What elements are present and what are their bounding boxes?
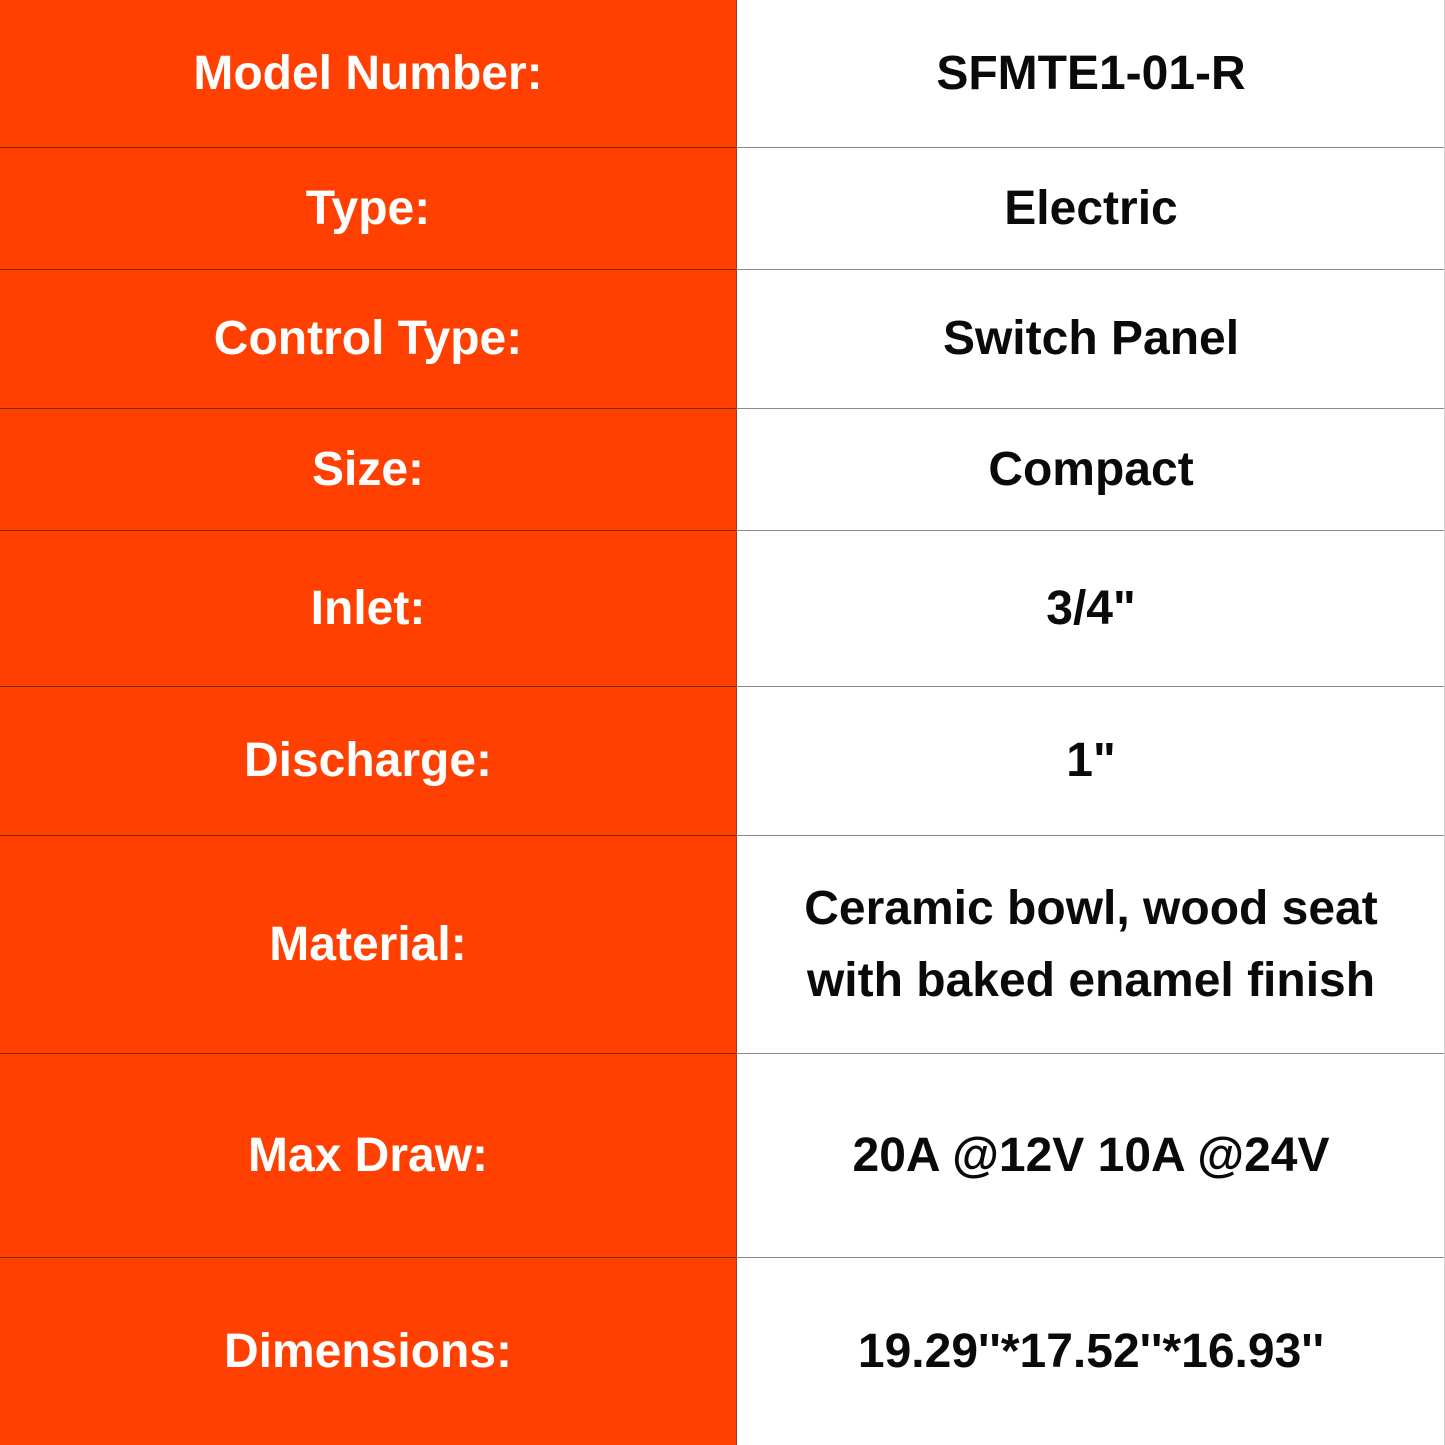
spec-label-max-draw: Max Draw: [0,1054,736,1258]
spec-value-model-number: SFMTE1-01-R [736,0,1445,148]
spec-value-size: Compact [736,409,1445,531]
spec-value-type: Electric [736,148,1445,270]
spec-label-size: Size: [0,409,736,531]
spec-value-material: Ceramic bowl, wood seat with baked enamel finish [736,836,1445,1054]
spec-label-discharge: Discharge: [0,687,736,836]
spec-value-max-draw: 20A @12V 10A @24V [736,1054,1445,1258]
spec-value-discharge: 1" [736,687,1445,836]
spec-value-inlet: 3/4" [736,531,1445,687]
spec-label-control-type: Control Type: [0,270,736,409]
spec-value-dimensions: 19.29''*17.52''*16.93'' [736,1258,1445,1445]
spec-label-type: Type: [0,148,736,270]
spec-label-inlet: Inlet: [0,531,736,687]
spec-label-model-number: Model Number: [0,0,736,148]
spec-label-dimensions: Dimensions: [0,1258,736,1445]
spec-label-material: Material: [0,836,736,1054]
spec-value-control-type: Switch Panel [736,270,1445,409]
